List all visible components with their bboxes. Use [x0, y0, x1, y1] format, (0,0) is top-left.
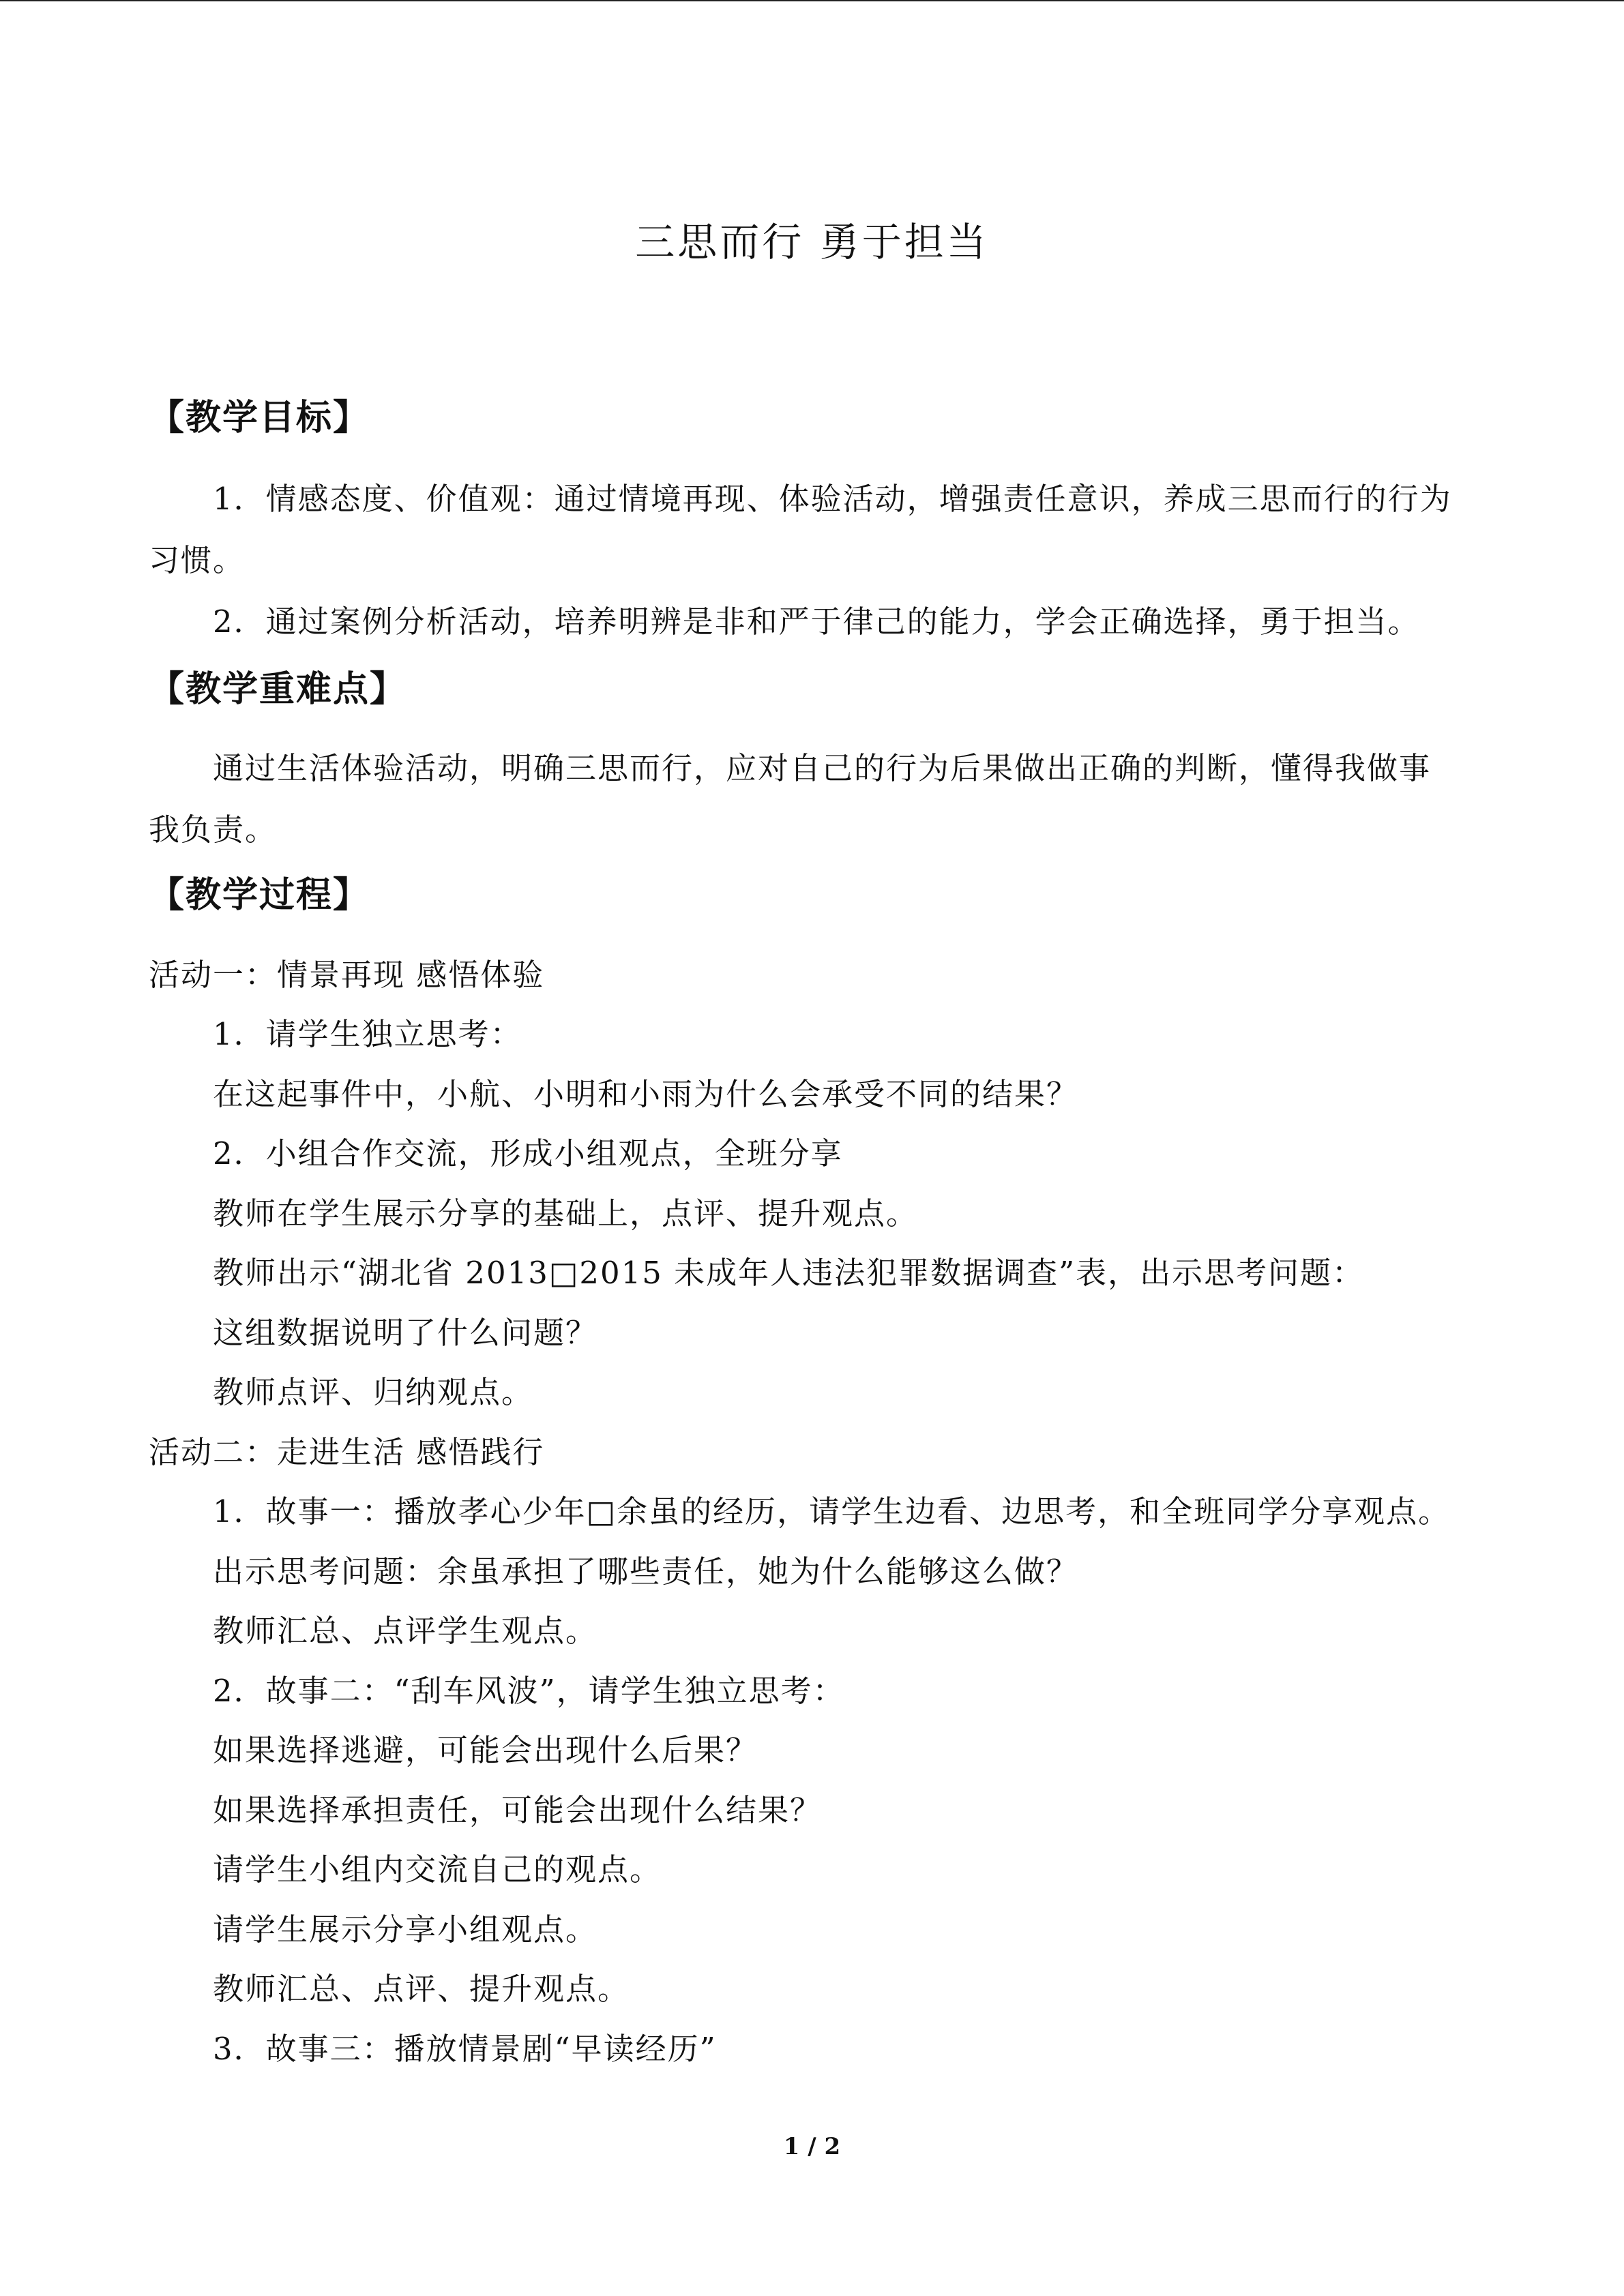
process-line: 教师出示“湖北省 2013□2015 未成年人违法犯罪数据调查”表，出示思考问题： [213, 1255, 1365, 1291]
process-line: 如果选择承担责任，可能会出现什么结果？ [213, 1792, 823, 1828]
process-line: 教师汇总、点评学生观点。 [213, 1613, 598, 1649]
goal-paragraph-2: 2．通过案例分析活动，培养明辨是非和严于律己的能力，学会正确选择，勇于担当。 [213, 603, 1420, 640]
process-line: 出示思考问题：余虽承担了哪些责任，她为什么能够这么做？ [213, 1553, 1079, 1590]
keypoints-paragraph: 通过生活体验活动，明确三思而行，应对自己的行为后果做出正确的判断，懂得我做事 [213, 750, 1432, 786]
process-line: 如果选择逃避，可能会出现什么后果？ [213, 1732, 758, 1768]
keypoints-paragraph-cont: 我负责。 [149, 811, 278, 848]
process-line: 教师在学生展示分享的基础上，点评、提升观点。 [213, 1195, 919, 1232]
process-line: 2．小组合作交流，形成小组观点，全班分享 [213, 1135, 843, 1172]
goal-paragraph-1-cont: 习惯。 [149, 542, 246, 578]
process-line: 请学生小组内交流自己的观点。 [213, 1851, 662, 1888]
process-line: 在这起事件中，小航、小明和小雨为什么会承受不同的结果？ [213, 1076, 1079, 1112]
process-line: 1．故事一：播放孝心少年□余虽的经历，请学生边看、边思考，和全班同学分享观点。 [213, 1493, 1451, 1530]
process-line: 教师汇总、点评、提升观点。 [213, 1971, 630, 2007]
process-line: 1．请学生独立思考： [213, 1016, 522, 1052]
section-heading-process: 【教学过程】 [149, 875, 370, 916]
section-heading-keypoints: 【教学重难点】 [149, 669, 407, 710]
process-line: 请学生展示分享小组观点。 [213, 1911, 598, 1948]
process-line: 3．故事三：播放情景剧“早读经历” [213, 2031, 717, 2067]
document-title: 三思而行 勇于担当 [635, 219, 989, 265]
process-line: 教师点评、归纳观点。 [213, 1374, 534, 1410]
process-line: 2．故事二：“刮车风波”，请学生独立思考： [213, 1673, 845, 1709]
activity-1-heading: 活动一：情景再现 感悟体验 [149, 957, 545, 993]
activity-2-heading: 活动二：走进生活 感悟践行 [149, 1434, 545, 1470]
goal-paragraph-1: 1．情感态度、价值观：通过情境再现、体验活动，增强责任意识，养成三思而行的行为 [213, 481, 1452, 517]
section-heading-goals: 【教学目标】 [149, 398, 370, 438]
process-line: 这组数据说明了什么问题？ [213, 1315, 598, 1351]
page-number: 1 / 2 [783, 2133, 841, 2160]
top-border [0, 0, 1624, 1]
